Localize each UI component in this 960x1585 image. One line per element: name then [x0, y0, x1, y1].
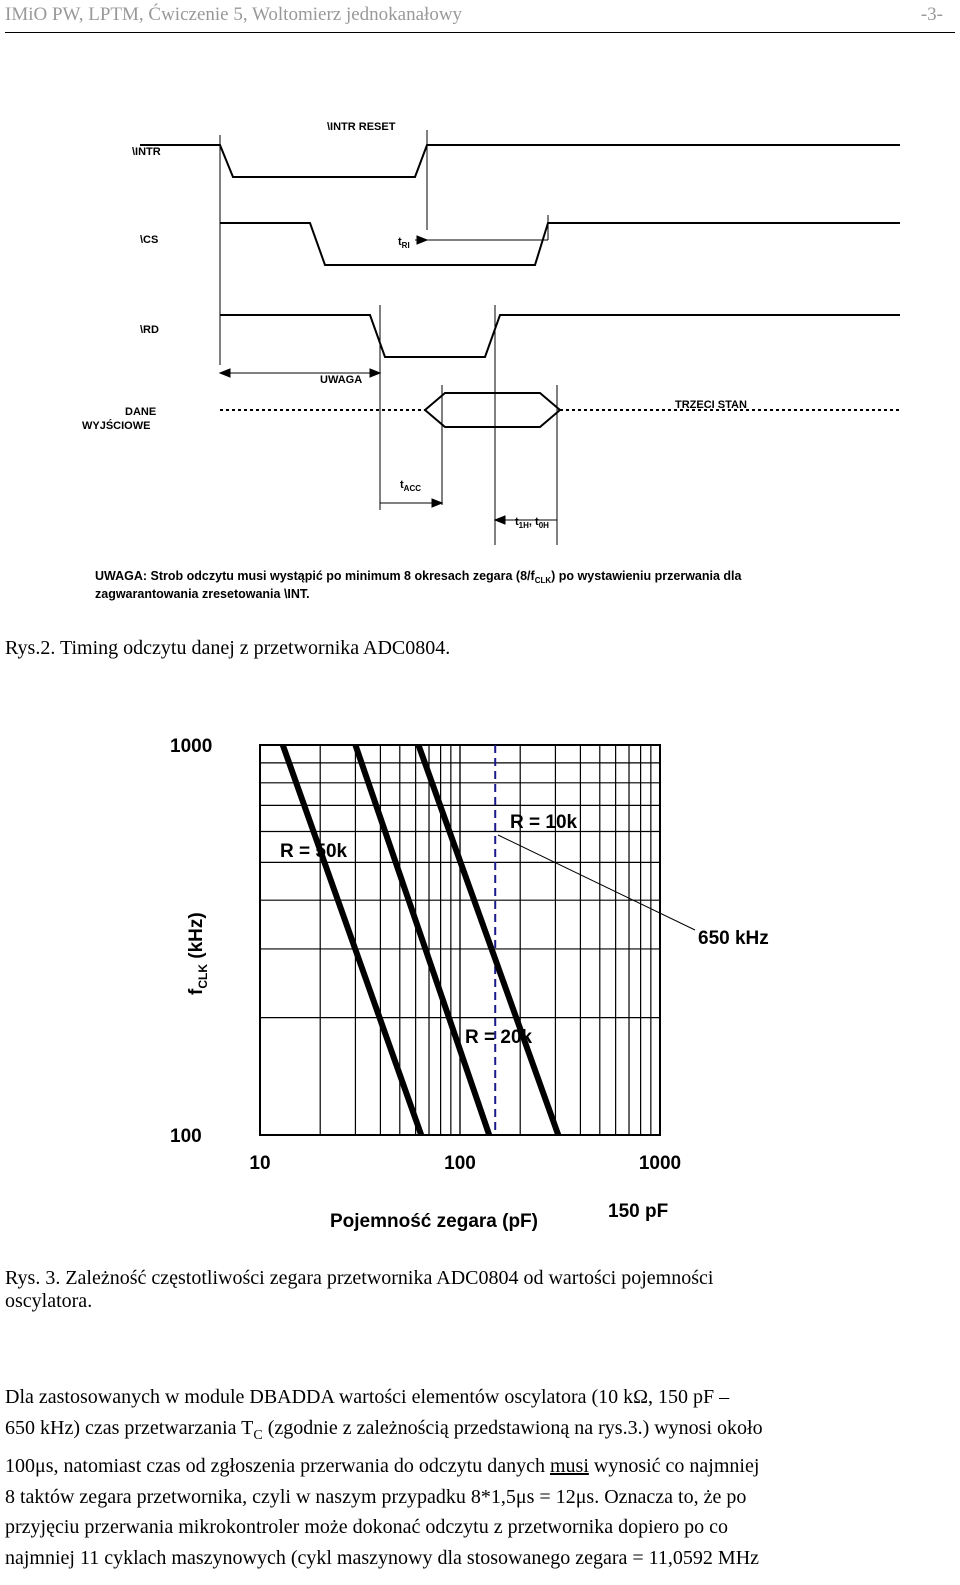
label-trzeci-stan: TRZECI STAN [675, 399, 747, 411]
header-title: IMiO PW, LPTM, Ćwiczenie 5, Woltomierz jednokanałowy [5, 4, 463, 25]
y-tick-label: 1000 [170, 736, 213, 757]
para-line-2: 650 kHz) czas przetwarzania $T_C$ (zgodnie z zależnością przedstawioną na rys.3.) wynosi około [5, 1416, 763, 1443]
figure1-note-line1: UWAGA: Strob odczytu musi wystąpić po minimum 8 okresach zegara $(8/f_{CLK})$ po wystawieniu przerwania dla [95, 569, 742, 585]
x-tick-label: 100 [444, 1153, 476, 1174]
series-line-1 [355, 745, 489, 1135]
page-number: -3- [920, 4, 943, 25]
para-line-4: 8 taktów zegara przetwornika, czyli w naszym przypadku 8*1,5μs = 12μs. Oznacza to, że po [5, 1485, 747, 1508]
x-tick-label: 1000 [638, 1153, 682, 1174]
intr-waveform [140, 145, 900, 177]
series-label-r10: R = 10k [510, 812, 578, 833]
figure2-caption-line2: oscylatora. [5, 1290, 93, 1312]
y-axis-label: $f_{CLK}$ (kHz) [186, 912, 210, 995]
series-line-2 [418, 745, 558, 1135]
label-tri: $t_{RI}$ [398, 236, 410, 250]
series-label-r50: R = 50k [280, 841, 348, 862]
label-tacc: $t_{ACC}$ [400, 479, 422, 493]
x-axis-label: Pojemność zegara (pF) [330, 1211, 538, 1232]
label-t1h-t0h: $t_{1H}$, $t_{0H}$ [515, 516, 549, 530]
chart-grid [260, 745, 660, 1135]
para-line-6: najmniej 11 cyklach maszynowych (cykl maszynowy dla stosowanego zegara = 11,0592 MHz [5, 1546, 760, 1569]
label-uwaga: UWAGA [320, 374, 363, 386]
annotation-150pf: 150 pF [608, 1201, 669, 1222]
data-valid-window [425, 393, 560, 427]
rd-waveform [220, 315, 900, 357]
label-wyjsciowe: WYJŚCIOWE [82, 420, 151, 432]
label-intr: \INTR [132, 146, 161, 158]
annotation-650khz: 650 kHz [698, 928, 769, 949]
clock-frequency-chart [150, 725, 810, 1255]
label-intr-reset: \INTR RESET [327, 121, 396, 133]
y-tick-label: 100 [170, 1126, 202, 1147]
figure2-caption [5, 1267, 955, 1313]
cs-waveform [220, 223, 900, 265]
figure1-note-line2: zagwarantowania zresetowania \INT. [95, 587, 310, 601]
series-line-0 [283, 745, 421, 1135]
label-cs: \CS [140, 234, 159, 246]
figure2-caption-line1: Rys. 3. Zależność częstotliwości zegara przetwornika ADC0804 od wartości pojemności [5, 1267, 714, 1289]
series-label-r20: R = 20k [465, 1027, 533, 1048]
page-header [5, 2, 955, 33]
x-tick-label: 10 [249, 1153, 271, 1174]
para-line-1: Dla zastosowanych w module DBADDA wartości elementów oscylatora (10 kΩ, 150 pF – [5, 1386, 730, 1408]
label-dane: DANE [125, 406, 157, 418]
para-line-3: 100μs, natomiast czas od zgłoszenia przerwania do odczytu danych musi wynosić co najmniej [5, 1455, 760, 1477]
timing-diagram [70, 105, 900, 615]
body-paragraph [5, 1382, 955, 1573]
label-rd: \RD [140, 324, 159, 336]
para-line-5: przyjęciu przerwania mikrokontroler może dokonać odczytu z przetwornika dopiero po co [5, 1516, 729, 1538]
figure1-caption: Rys.2. Timing odczytu danej z przetwornika ADC0804. [5, 637, 451, 659]
chart-series [283, 745, 558, 1135]
